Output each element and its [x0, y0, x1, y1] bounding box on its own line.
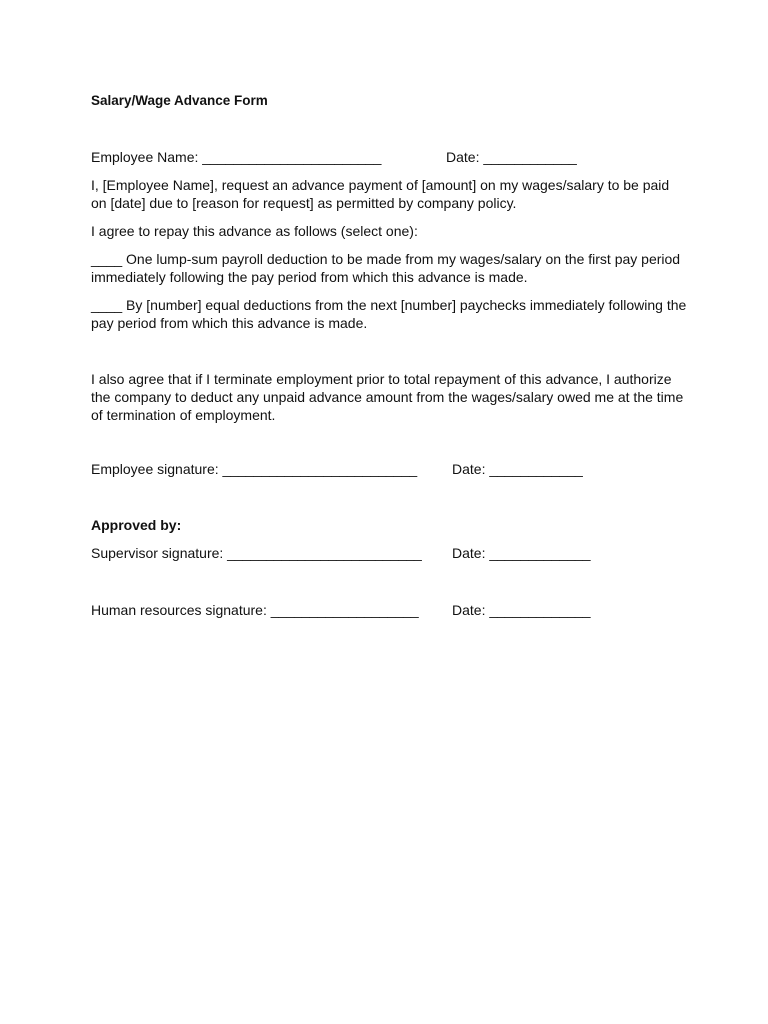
option-lump-sum [91, 250, 691, 286]
option-installments [91, 296, 691, 332]
termination-line-3: of termination of employment. [91, 407, 276, 423]
request-paragraph [91, 176, 691, 212]
installments-line-2: pay period from which this advance is made. [91, 315, 368, 331]
approved-by-heading: Approved by: [91, 517, 182, 533]
employee-date-field: Date: ____________ [452, 461, 583, 477]
top-date-field: Date: ____________ [446, 149, 577, 165]
termination-line-1: I also agree that if I terminate employment prior to total repayment of this advance, I authorize [91, 371, 672, 387]
lump-sum-line-2: immediately following the pay period from which this advance is made. [91, 269, 528, 285]
lump-sum-line-1: ____ One lump-sum payroll deduction to be made from my wages/salary on the first pay period [91, 251, 681, 267]
hr-date-field: Date: _____________ [452, 602, 591, 618]
request-line-2: on [date] due to [reason for request] as permitted by company policy. [91, 195, 517, 211]
supervisor-signature-field: Supervisor signature: _________________________ [91, 545, 422, 561]
employee-signature-field: Employee signature: _________________________ [91, 461, 418, 477]
form-title: Salary/Wage Advance Form [91, 93, 268, 108]
employee-name-field: Employee Name: _______________________ [91, 149, 382, 165]
repay-intro: I agree to repay this advance as follows (select one): [91, 223, 418, 239]
request-line-1: I, [Employee Name], request an advance payment of [amount] on my wages/salary to be paid [91, 177, 670, 193]
supervisor-date-field: Date: _____________ [452, 545, 591, 561]
hr-signature-field: Human resources signature: ___________________ [91, 602, 419, 618]
termination-line-2: the company to deduct any unpaid advance amount from the wages/salary owed me at the time [91, 389, 684, 405]
termination-paragraph [91, 370, 691, 424]
installments-line-1: ____ By [number] equal deductions from the next [number] paychecks immediately following the [91, 297, 687, 313]
